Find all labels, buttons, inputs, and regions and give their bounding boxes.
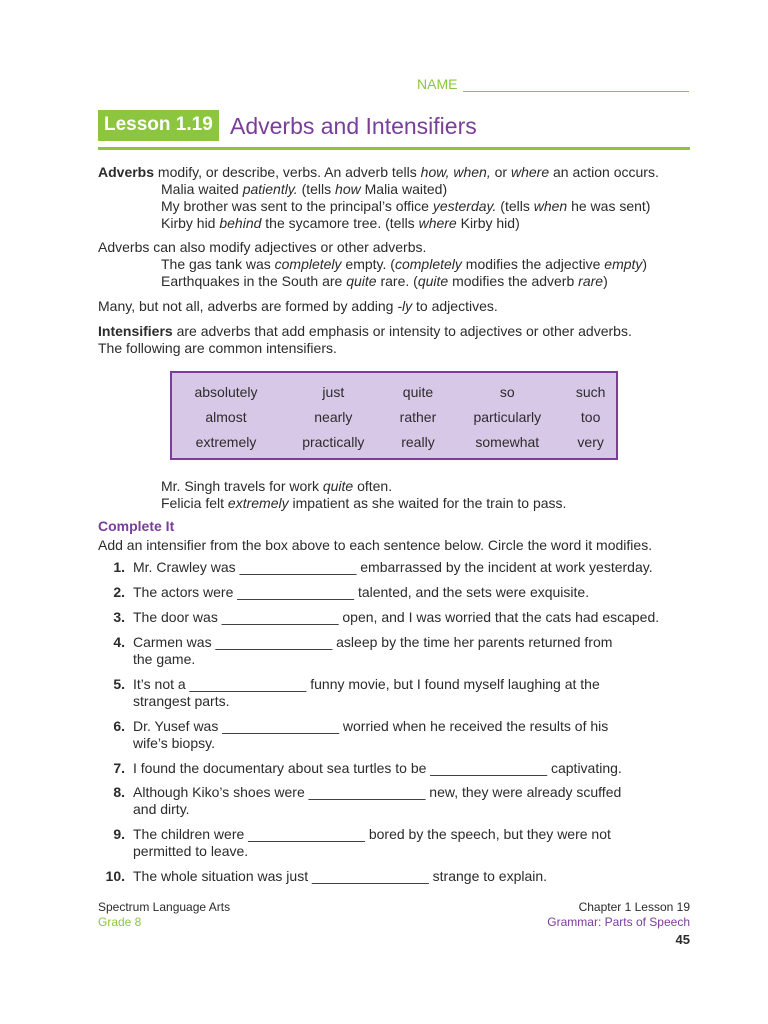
page-number: 45 <box>675 932 690 947</box>
text: to adjectives. <box>412 298 498 314</box>
text-italic: quite <box>417 273 449 289</box>
term-adverbs: Adverbs <box>98 164 155 180</box>
intensifier-row <box>172 404 616 429</box>
text: ) <box>603 273 608 289</box>
intensifier-word-box <box>170 371 618 460</box>
example-5 <box>161 273 608 290</box>
question-number: 7. <box>113 760 125 776</box>
footer-grade: Grade 8 <box>98 915 142 929</box>
question-text: Dr. Yusef was _______________ worried when he received the results of his <box>133 718 609 734</box>
example-3 <box>161 215 520 232</box>
question-number: 10. <box>105 868 125 884</box>
text: My brother was sent to the principal’s office <box>161 198 433 214</box>
intensifier-word: practically <box>302 433 365 450</box>
instructions: Add an intensifier from the box above to each sentence below. Circle the word it modifies. <box>98 537 653 553</box>
question-number: 3. <box>113 609 125 625</box>
text-italic: extremely <box>227 495 289 511</box>
text: often. <box>353 478 393 494</box>
text-italic: rare <box>578 273 604 289</box>
text-italic: how, when, <box>420 164 491 180</box>
text: he was sent) <box>567 198 651 214</box>
intensifier-row <box>172 379 616 404</box>
intensifier-word: rather <box>399 408 437 425</box>
text: Malia waited <box>161 181 243 197</box>
intro-paragraph-modify: Adverbs can also modify adjectives or other adverbs. <box>98 239 427 255</box>
example-4 <box>161 256 647 273</box>
text: modifies the adjective <box>461 256 605 272</box>
text-italic: yesterday. <box>432 198 497 214</box>
question-text: Mr. Crawley was _______________ embarrassed by the incident at work yesterday. <box>133 559 653 575</box>
intensifier-word: too <box>580 408 601 425</box>
question-text: It’s not a _______________ funny movie, but I found myself laughing at the <box>133 676 600 692</box>
intensifier-word: such <box>575 383 606 400</box>
example-1 <box>161 181 447 198</box>
text: The gas tank was <box>161 256 275 272</box>
text: modify, or describe, verbs. An adverb tells <box>154 164 421 180</box>
text-italic: how <box>335 181 361 197</box>
intensifier-word: somewhat <box>475 433 540 450</box>
name-line <box>463 76 689 92</box>
intensifier-word: almost <box>205 408 247 425</box>
question-text-continued: the game. <box>133 651 196 667</box>
intro-paragraph-intensifiers-2: The following are common intensifiers. <box>98 340 337 356</box>
text: empty. ( <box>341 256 395 272</box>
question-text: Although Kiko’s shoes were _______________ new, they were already scuffed <box>133 784 622 800</box>
intro-paragraph-ly <box>98 298 498 315</box>
text-italic: where <box>510 164 550 180</box>
question-number: 6. <box>113 718 125 734</box>
question-text-continued: permitted to leave. <box>133 843 249 859</box>
question-number: 4. <box>113 634 125 650</box>
question-text: The whole situation was just _______________ strange to explain. <box>133 868 548 884</box>
lesson-badge: Lesson 1.19 <box>98 110 219 141</box>
text: (tells <box>496 198 534 214</box>
text: are adverbs that add emphasis or intensity to adjectives or other adverbs. <box>172 323 632 339</box>
text: Felicia felt <box>161 495 228 511</box>
text: Malia waited) <box>360 181 448 197</box>
text: rare. ( <box>376 273 418 289</box>
intensifier-row <box>172 429 616 454</box>
footer-publisher: Spectrum Language Arts <box>98 900 231 914</box>
text: Many, but not all, adverbs are formed by adding <box>98 298 398 314</box>
text: an action occurs. <box>549 164 659 180</box>
question-text-continued: and dirty. <box>133 801 190 817</box>
intensifier-word: very <box>577 433 604 450</box>
text: or <box>490 164 511 180</box>
text-italic: quite <box>346 273 377 289</box>
text: Earthquakes in the South are <box>161 273 347 289</box>
text: ) <box>642 256 648 272</box>
term-intensifiers: Intensifiers <box>98 323 173 339</box>
text-italic: completely <box>274 256 342 272</box>
question-number: 1. <box>113 559 125 575</box>
text-italic: patiently. <box>242 181 298 197</box>
question-text: The actors were _______________ talented, and the sets were exquisite. <box>133 584 590 600</box>
intensifier-word: nearly <box>314 408 353 425</box>
question-number: 9. <box>113 826 125 842</box>
text-italic: when <box>533 198 568 214</box>
text: Mr. Singh travels for work <box>161 478 323 494</box>
section-heading-complete-it: Complete It <box>98 518 175 534</box>
intensifier-word: so <box>499 383 515 400</box>
question-text: I found the documentary about sea turtles to be _______________ captivating. <box>133 760 622 776</box>
text-italic: -ly <box>397 298 413 314</box>
example-intensifier-1 <box>161 478 392 495</box>
question-text: The children were _______________ bored by the speech, but they were not <box>133 826 611 842</box>
page-title: Adverbs and Intensifiers <box>230 113 477 139</box>
text: the sycamore tree. (tells <box>261 215 419 231</box>
text-italic: quite <box>322 478 354 494</box>
text-italic: empty <box>604 256 643 272</box>
footer-topic: Grammar: Parts of Speech <box>547 915 690 929</box>
question-number: 2. <box>113 584 125 600</box>
intro-paragraph-adverbs <box>98 164 659 181</box>
name-label: NAME <box>417 76 458 92</box>
title-divider <box>98 147 690 150</box>
intensifier-word: really <box>401 433 435 450</box>
text-italic: completely <box>394 256 462 272</box>
text: modifies the adverb <box>448 273 579 289</box>
example-2 <box>161 198 650 215</box>
question-text: The door was _______________ open, and I was worried that the cats had escaped. <box>133 609 660 625</box>
intro-paragraph-intensifiers <box>98 323 632 340</box>
intensifier-table <box>172 379 616 454</box>
intensifier-word: extremely <box>195 433 257 450</box>
text: Kirby hid <box>161 215 220 231</box>
footer-chapter: Chapter 1 Lesson 19 <box>578 900 690 914</box>
question-text: Carmen was _______________ asleep by the time her parents returned from <box>133 634 613 650</box>
intensifier-word: particularly <box>473 408 542 425</box>
intensifier-word: just <box>322 383 345 400</box>
text: (tells <box>297 181 336 197</box>
question-number: 8. <box>113 784 125 800</box>
question-text-continued: wife’s biopsy. <box>133 735 215 751</box>
question-number: 5. <box>113 676 125 692</box>
question-text-continued: strangest parts. <box>133 693 230 709</box>
name-field <box>417 76 689 92</box>
text-italic: where <box>418 215 457 231</box>
example-intensifier-2 <box>161 495 566 512</box>
intensifier-word: absolutely <box>194 383 258 400</box>
lesson-title-bar <box>98 110 690 150</box>
text-italic: behind <box>219 215 262 231</box>
text: Kirby hid) <box>456 215 520 231</box>
text: impatient as she waited for the train to pass. <box>288 495 567 511</box>
intensifier-word: quite <box>402 383 434 400</box>
